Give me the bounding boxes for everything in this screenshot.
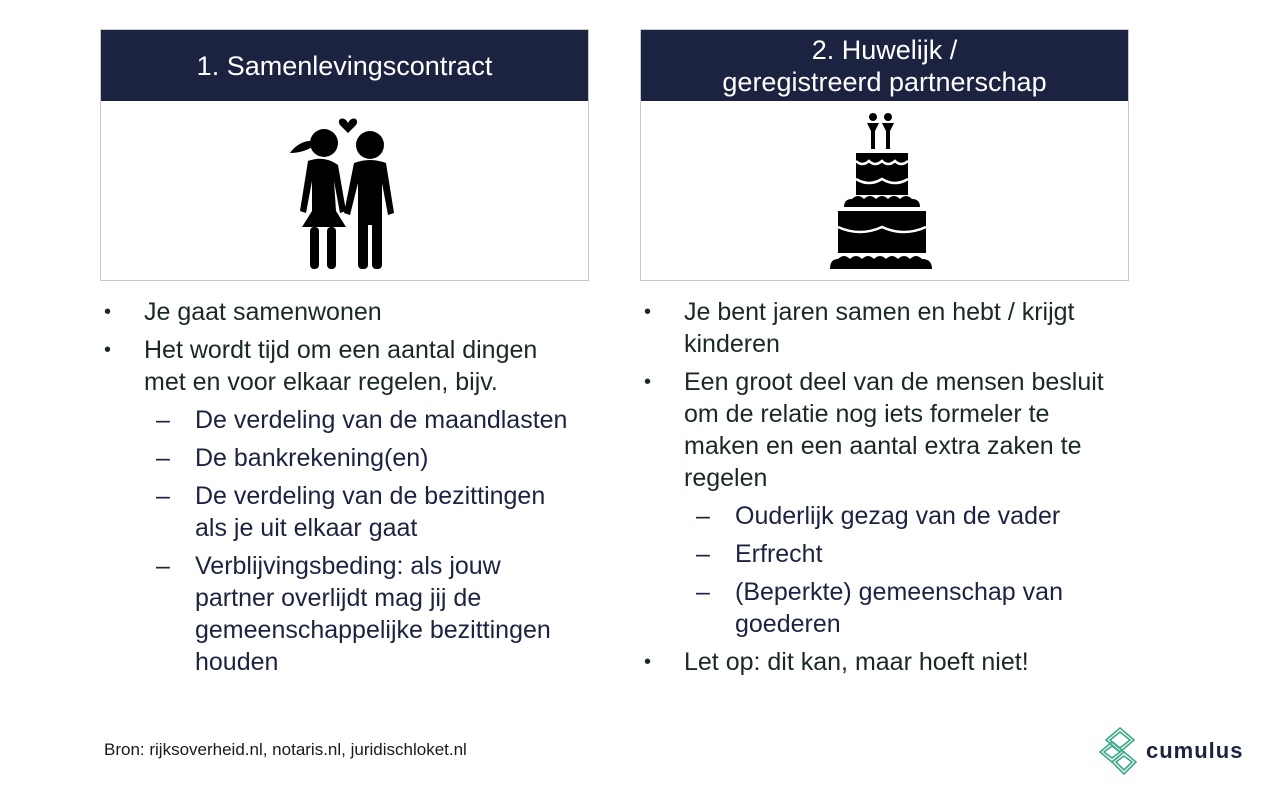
card-header — [101, 30, 588, 101]
logo-text: cumulus — [1146, 738, 1244, 763]
dash-mark: – — [696, 540, 710, 568]
bullet-mark: • — [104, 339, 112, 361]
sub-list-item: – (Beperkte) gemeenschap van goederen — [696, 578, 1063, 638]
huwelijk-list — [640, 296, 1120, 684]
source-note: Bron: rijksoverheid.nl, notaris.nl, juridischloket.nl — [104, 740, 467, 759]
card-title: 1. Samenlevingscontract — [196, 50, 493, 81]
samenlevingscontract-list — [100, 296, 580, 684]
cumulus-logo-icon — [1098, 726, 1142, 776]
list-item: • Let op: dit kan, maar hoeft niet! — [644, 648, 1029, 676]
card-title-line-2: geregistreerd partnerschap — [722, 66, 1047, 97]
dash-mark: – — [156, 444, 170, 472]
cumulus-logo — [1098, 726, 1243, 776]
list-item: • Een groot deel van de mensen besluit om de relatie nog iets formeler te maken en een aantal extra zaken te regelen — [644, 368, 1104, 492]
sub-list-item: – Erfrecht — [696, 540, 823, 568]
bullet-mark: • — [644, 371, 652, 393]
card-header — [641, 30, 1128, 101]
card-title-line-1: 2. Huwelijk / — [811, 34, 958, 65]
dash-mark: – — [156, 482, 170, 510]
sub-list-item: – De bankrekening(en) — [156, 444, 429, 472]
sub-list-item: – De verdeling van de maandlasten — [156, 406, 568, 434]
card-huwelijk — [640, 29, 1129, 281]
card-samenlevingscontract — [100, 29, 589, 281]
dash-mark: – — [156, 406, 170, 434]
wedding-cake-icon — [641, 101, 1128, 280]
list-item: • Het wordt tijd om een aantal dingen met en voor elkaar regelen, bijv. — [104, 336, 538, 396]
bullet-mark: • — [104, 301, 112, 323]
list-item: • Je gaat samenwonen — [104, 298, 382, 326]
dash-mark: – — [156, 552, 170, 580]
sub-list-item: – Ouderlijk gezag van de vader — [696, 502, 1061, 530]
dash-mark: – — [696, 578, 710, 606]
dash-mark: – — [696, 502, 710, 530]
sub-list-item: – De verdeling van de bezittingen als je uit elkaar gaat — [156, 482, 546, 542]
bullet-mark: • — [644, 651, 652, 673]
list-item: • Je bent jaren samen en hebt / krijgt kinderen — [644, 298, 1075, 358]
couple-holding-hands-icon — [101, 101, 588, 280]
bullet-mark: • — [644, 301, 652, 323]
sub-list-item: – Verblijvingsbeding: als jouw partner overlijdt mag jij de gemeenschappelijke bezittingen houden — [156, 552, 551, 676]
